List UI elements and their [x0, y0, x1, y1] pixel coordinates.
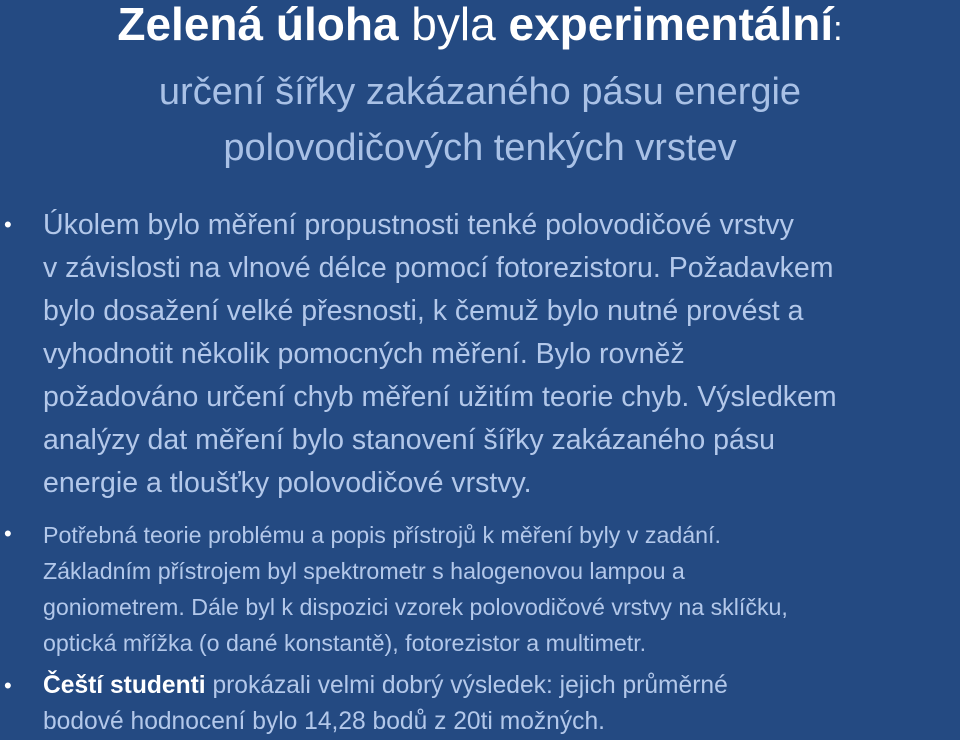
paragraph-line: analýzy dat měření bylo stanovení šířky zakázaného pásu	[43, 424, 775, 456]
title-part-green-task: Zelená úloha	[117, 0, 399, 50]
czech-students-emphasis: Čeští studenti	[43, 672, 206, 699]
title-part-experimental: experimentální	[508, 0, 834, 50]
subtitle-line-1: určení šířky zakázaného pásu energie	[158, 71, 802, 113]
paragraph-line: Základním přístrojem byl spektrometr s halogenovou lampou a	[43, 558, 685, 584]
bullet-marker-1: •	[4, 212, 12, 237]
paragraph-line: Úkolem bylo měření propustnosti tenké polovodičové vrstvy	[43, 209, 794, 241]
title-colon: :	[833, 10, 843, 48]
result-text: prokázali velmi dobrý výsledek: jejich průměrné	[205, 672, 728, 699]
paragraph-line	[43, 668, 958, 704]
bullet-marker-3: •	[4, 673, 12, 698]
title-part-was: byla	[398, 0, 509, 50]
paragraph-line: v závislosti na vlnové délce pomocí fotorezistoru. Požadavkem	[43, 252, 834, 284]
bullet-paragraph-theory	[43, 517, 958, 661]
paragraph-line: požadováno určení chyb měření užitím teorie chyb. Výsledkem	[43, 381, 837, 413]
paragraph-line: bylo dosažení velké přesnosti, k čemuž bylo nutné provést a	[43, 295, 804, 327]
paragraph-line: Potřebná teorie problému a popis přístrojů k měření byly v zadání.	[43, 522, 721, 548]
bullet-marker-2: •	[4, 521, 12, 546]
paragraph-line: bodové hodnocení bylo 14,28 bodů z 20ti možných.	[43, 708, 605, 735]
bullet-paragraph-task	[43, 204, 958, 505]
paragraph-line: energie a tloušťky polovodičové vrstvy.	[43, 467, 532, 499]
paragraph-line: vyhodnotit několik pomocných měření. Bylo rovněž	[43, 338, 685, 370]
paragraph-line: optická mřížka (o dané konstantě), fotorezistor a multimetr.	[43, 630, 647, 656]
subtitle-line-2: polovodičových tenkých vrstev	[223, 127, 737, 169]
slide-title	[0, 0, 960, 59]
bullet-paragraph-result	[43, 668, 958, 740]
paragraph-line: goniometrem. Dále byl k dispozici vzorek polovodičové vrstvy na sklíčku,	[43, 594, 788, 620]
